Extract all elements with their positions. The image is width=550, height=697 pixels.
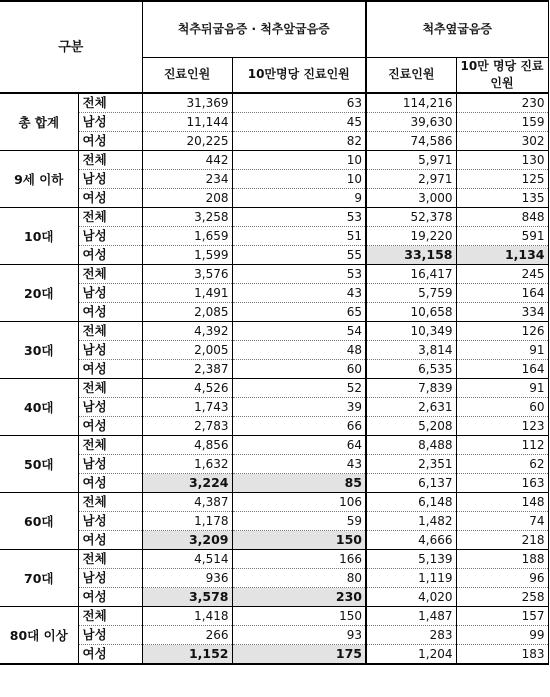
- cell-patients-2: 6,535: [366, 360, 456, 379]
- cell-patients-1: 1,659: [142, 227, 232, 246]
- table-row: [0, 512, 548, 531]
- cell-patients-2: 8,488: [366, 436, 456, 455]
- cell-per100k-2: 230: [456, 93, 548, 113]
- sex-label-female: 여성: [78, 189, 142, 208]
- cell-patients-1: 20,225: [142, 132, 232, 151]
- sex-label-total: 전체: [78, 379, 142, 398]
- table-row: [0, 170, 548, 189]
- cell-per100k-1: 48: [232, 341, 366, 360]
- cell-per100k-1: 9: [232, 189, 366, 208]
- age-group-label: 50대: [0, 436, 78, 493]
- sex-label-female: 여성: [78, 417, 142, 436]
- cell-per100k-2: 60: [456, 398, 548, 417]
- cell-per100k-1: 43: [232, 455, 366, 474]
- cell-patients-1: 4,526: [142, 379, 232, 398]
- sex-label-female: 여성: [78, 303, 142, 322]
- cell-per100k-1: 54: [232, 322, 366, 341]
- sex-label-total: 전체: [78, 436, 142, 455]
- cell-patients-2: 1,204: [366, 645, 456, 665]
- cell-per100k-2: 112: [456, 436, 548, 455]
- cell-patients-1: 266: [142, 626, 232, 645]
- header-patients-1: 진료인원: [142, 57, 232, 93]
- cell-patients-1: 4,514: [142, 550, 232, 569]
- table-row: [0, 113, 548, 132]
- cell-patients-1: 3,578: [142, 588, 232, 607]
- cell-per100k-1: 150: [232, 607, 366, 626]
- cell-per100k-2: 164: [456, 360, 548, 379]
- cell-per100k-1: 80: [232, 569, 366, 588]
- age-group-label: 총 합계: [0, 93, 78, 151]
- sex-label-male: 남성: [78, 170, 142, 189]
- age-group-label: 70대: [0, 550, 78, 607]
- cell-per100k-1: 230: [232, 588, 366, 607]
- cell-per100k-1: 55: [232, 246, 366, 265]
- sex-label-male: 남성: [78, 113, 142, 132]
- cell-per100k-1: 63: [232, 93, 366, 113]
- sex-label-female: 여성: [78, 474, 142, 493]
- cell-patients-2: 33,158: [366, 246, 456, 265]
- sex-label-total: 전체: [78, 550, 142, 569]
- cell-patients-2: 74,586: [366, 132, 456, 151]
- cell-per100k-2: 135: [456, 189, 548, 208]
- cell-patients-1: 1,178: [142, 512, 232, 531]
- cell-per100k-1: 45: [232, 113, 366, 132]
- cell-per100k-2: 188: [456, 550, 548, 569]
- table-row: [0, 132, 548, 151]
- cell-per100k-1: 53: [232, 265, 366, 284]
- cell-per100k-2: 183: [456, 645, 548, 665]
- cell-patients-2: 4,020: [366, 588, 456, 607]
- table-row: [0, 474, 548, 493]
- cell-per100k-2: 123: [456, 417, 548, 436]
- table-row: [0, 588, 548, 607]
- cell-per100k-1: 10: [232, 170, 366, 189]
- age-group-label: 10대: [0, 208, 78, 265]
- cell-patients-1: 11,144: [142, 113, 232, 132]
- cell-per100k-1: 65: [232, 303, 366, 322]
- cell-per100k-1: 43: [232, 284, 366, 303]
- cell-patients-1: 1,599: [142, 246, 232, 265]
- cell-patients-1: 2,387: [142, 360, 232, 379]
- cell-patients-2: 2,631: [366, 398, 456, 417]
- cell-patients-2: 283: [366, 626, 456, 645]
- header-gubun: 구분: [0, 1, 142, 93]
- cell-patients-2: 114,216: [366, 93, 456, 113]
- table-row: [0, 493, 548, 512]
- sex-label-male: 남성: [78, 455, 142, 474]
- cell-patients-1: 3,576: [142, 265, 232, 284]
- sex-label-total: 전체: [78, 493, 142, 512]
- age-group-label: 80대 이상: [0, 607, 78, 665]
- cell-patients-2: 2,351: [366, 455, 456, 474]
- cell-patients-1: 442: [142, 151, 232, 170]
- header-per100k-2: 10만 명당 진료인원: [456, 57, 548, 93]
- age-group-label: 30대: [0, 322, 78, 379]
- cell-patients-1: 1,152: [142, 645, 232, 665]
- table-header: [0, 1, 548, 93]
- table-row: [0, 284, 548, 303]
- sex-label-female: 여성: [78, 588, 142, 607]
- header-patients-2: 진료인원: [366, 57, 456, 93]
- sex-label-male: 남성: [78, 569, 142, 588]
- cell-per100k-1: 82: [232, 132, 366, 151]
- cell-per100k-2: 218: [456, 531, 548, 550]
- cell-patients-2: 3,814: [366, 341, 456, 360]
- table-row: [0, 398, 548, 417]
- cell-per100k-2: 99: [456, 626, 548, 645]
- cell-patients-1: 2,005: [142, 341, 232, 360]
- cell-per100k-1: 39: [232, 398, 366, 417]
- table-row: [0, 607, 548, 626]
- cell-per100k-1: 66: [232, 417, 366, 436]
- cell-per100k-2: 1,134: [456, 246, 548, 265]
- age-group-label: 60대: [0, 493, 78, 550]
- header-per100k-1: 10만명당 진료인원: [232, 57, 366, 93]
- sex-label-female: 여성: [78, 531, 142, 550]
- cell-per100k-2: 302: [456, 132, 548, 151]
- cell-patients-1: 4,387: [142, 493, 232, 512]
- cell-patients-2: 1,119: [366, 569, 456, 588]
- table-row: [0, 246, 548, 265]
- cell-patients-2: 3,000: [366, 189, 456, 208]
- cell-patients-1: 3,224: [142, 474, 232, 493]
- cell-per100k-1: 60: [232, 360, 366, 379]
- table-row: [0, 151, 548, 170]
- cell-patients-2: 39,630: [366, 113, 456, 132]
- cell-per100k-2: 157: [456, 607, 548, 626]
- table-row: [0, 436, 548, 455]
- sex-label-male: 남성: [78, 227, 142, 246]
- cell-patients-1: 208: [142, 189, 232, 208]
- cell-patients-1: 234: [142, 170, 232, 189]
- cell-per100k-2: 245: [456, 265, 548, 284]
- cell-patients-1: 936: [142, 569, 232, 588]
- table-row: [0, 417, 548, 436]
- sex-label-male: 남성: [78, 341, 142, 360]
- cell-per100k-1: 85: [232, 474, 366, 493]
- cell-patients-1: 3,209: [142, 531, 232, 550]
- table-row: [0, 360, 548, 379]
- cell-per100k-1: 53: [232, 208, 366, 227]
- cell-patients-2: 6,148: [366, 493, 456, 512]
- cell-patients-1: 4,856: [142, 436, 232, 455]
- header-group-scoliosis: 척추옆굽음증: [366, 1, 548, 57]
- cell-patients-1: 2,085: [142, 303, 232, 322]
- table-row: [0, 550, 548, 569]
- cell-patients-2: 10,349: [366, 322, 456, 341]
- sex-label-male: 남성: [78, 284, 142, 303]
- cell-per100k-1: 59: [232, 512, 366, 531]
- table-row: [0, 189, 548, 208]
- header-group-kyphosis-lordosis: 척추뒤굽음증 · 척추앞굽음증: [142, 1, 366, 57]
- table-body: [0, 93, 548, 664]
- sex-label-total: 전체: [78, 322, 142, 341]
- age-group-label: 20대: [0, 265, 78, 322]
- table-row: [0, 227, 548, 246]
- cell-patients-2: 1,487: [366, 607, 456, 626]
- sex-label-total: 전체: [78, 607, 142, 626]
- sex-label-total: 전체: [78, 151, 142, 170]
- age-group-label: 40대: [0, 379, 78, 436]
- cell-per100k-1: 51: [232, 227, 366, 246]
- cell-patients-1: 31,369: [142, 93, 232, 113]
- cell-patients-2: 2,971: [366, 170, 456, 189]
- sex-label-female: 여성: [78, 246, 142, 265]
- cell-patients-2: 5,759: [366, 284, 456, 303]
- cell-per100k-1: 175: [232, 645, 366, 665]
- cell-patients-2: 52,378: [366, 208, 456, 227]
- sex-label-female: 여성: [78, 132, 142, 151]
- cell-patients-2: 4,666: [366, 531, 456, 550]
- table-row: [0, 626, 548, 645]
- table-row: [0, 341, 548, 360]
- sex-label-total: 전체: [78, 265, 142, 284]
- table-row: [0, 455, 548, 474]
- cell-patients-2: 5,139: [366, 550, 456, 569]
- age-group-label: 9세 이하: [0, 151, 78, 208]
- cell-patients-2: 1,482: [366, 512, 456, 531]
- cell-per100k-1: 106: [232, 493, 366, 512]
- table-row: [0, 265, 548, 284]
- cell-patients-2: 10,658: [366, 303, 456, 322]
- cell-per100k-2: 130: [456, 151, 548, 170]
- table-row: [0, 303, 548, 322]
- cell-per100k-1: 150: [232, 531, 366, 550]
- cell-per100k-2: 334: [456, 303, 548, 322]
- cell-patients-1: 1,491: [142, 284, 232, 303]
- sex-label-total: 전체: [78, 208, 142, 227]
- table-row: [0, 322, 548, 341]
- table-row: [0, 569, 548, 588]
- cell-per100k-2: 164: [456, 284, 548, 303]
- sex-label-male: 남성: [78, 626, 142, 645]
- cell-per100k-1: 64: [232, 436, 366, 455]
- cell-per100k-2: 159: [456, 113, 548, 132]
- cell-per100k-2: 126: [456, 322, 548, 341]
- cell-per100k-2: 91: [456, 341, 548, 360]
- cell-per100k-2: 148: [456, 493, 548, 512]
- cell-patients-2: 16,417: [366, 265, 456, 284]
- cell-patients-2: 6,137: [366, 474, 456, 493]
- sex-label-male: 남성: [78, 512, 142, 531]
- cell-per100k-1: 166: [232, 550, 366, 569]
- cell-per100k-2: 74: [456, 512, 548, 531]
- table-row: [0, 93, 548, 113]
- cell-patients-1: 3,258: [142, 208, 232, 227]
- cell-patients-1: 4,392: [142, 322, 232, 341]
- sex-label-female: 여성: [78, 645, 142, 665]
- sex-label-total: 전체: [78, 93, 142, 113]
- cell-per100k-2: 163: [456, 474, 548, 493]
- cell-per100k-2: 96: [456, 569, 548, 588]
- sex-label-male: 남성: [78, 398, 142, 417]
- cell-patients-2: 5,208: [366, 417, 456, 436]
- cell-patients-2: 5,971: [366, 151, 456, 170]
- cell-per100k-2: 258: [456, 588, 548, 607]
- cell-per100k-2: 125: [456, 170, 548, 189]
- cell-patients-1: 1,632: [142, 455, 232, 474]
- cell-per100k-2: 848: [456, 208, 548, 227]
- table-row: [0, 208, 548, 227]
- table-row: [0, 531, 548, 550]
- cell-per100k-2: 91: [456, 379, 548, 398]
- cell-per100k-1: 10: [232, 151, 366, 170]
- cell-patients-1: 1,743: [142, 398, 232, 417]
- cell-per100k-2: 591: [456, 227, 548, 246]
- cell-per100k-2: 62: [456, 455, 548, 474]
- cell-patients-1: 2,783: [142, 417, 232, 436]
- cell-patients-1: 1,418: [142, 607, 232, 626]
- cell-patients-2: 19,220: [366, 227, 456, 246]
- cell-patients-2: 7,839: [366, 379, 456, 398]
- table-row: [0, 379, 548, 398]
- table-row: [0, 645, 548, 665]
- cell-per100k-1: 93: [232, 626, 366, 645]
- cell-per100k-1: 52: [232, 379, 366, 398]
- sex-label-female: 여성: [78, 360, 142, 379]
